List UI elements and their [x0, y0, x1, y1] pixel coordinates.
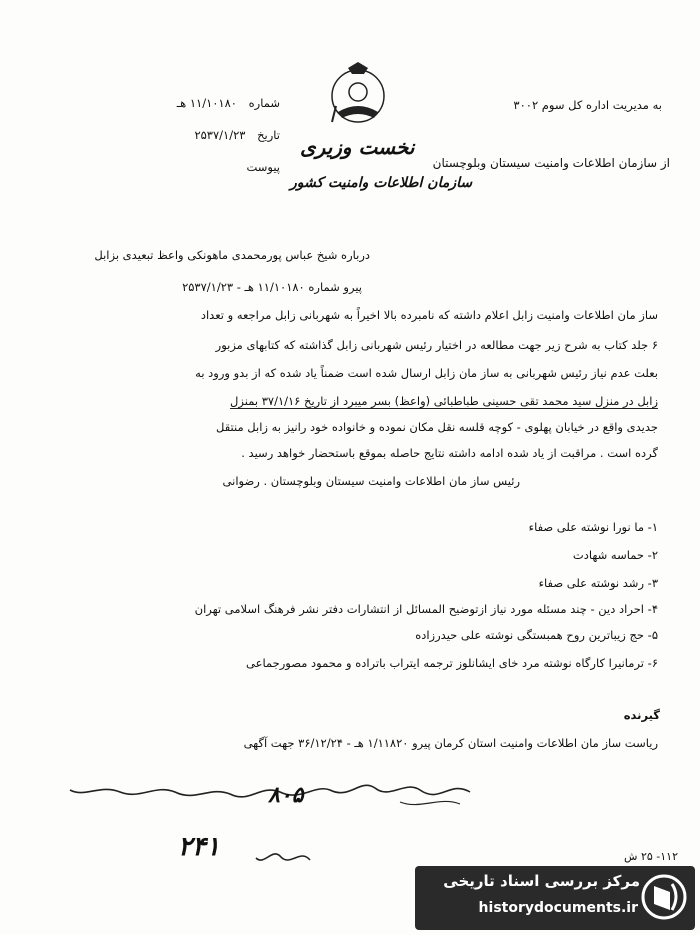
- book-item: ۳- رشد نوشته علی صفاء: [538, 576, 658, 590]
- attachment-field: [110, 160, 280, 174]
- book-item: ۵- حج زیباترین روح همبستگی نوشته علی حیدرزاده: [415, 628, 658, 642]
- footer-code: ۱۱۲- ۲۵ ش: [624, 850, 678, 863]
- sender-line: از سازمان اطلاعات وامنیت سیستان وبلوچستان: [432, 156, 670, 170]
- signature-line: رئیس ساز مان اطلاعات وامنیت سیستان وبلوچستان . رضوانی: [222, 474, 520, 488]
- handwritten-number-805: ۸۰۵: [268, 782, 304, 808]
- body-line: جدیدی واقع در خیابان پهلوی - کوچه قلسه نقل مکان نموده و خانواده خود رانیز به زابل منتقل: [216, 420, 658, 434]
- recipients-text: ریاست ساز مان اطلاعات وامنیت استان کرمان پیرو ۱/۱۱۸۲۰ هـ - ۳۶/۱۲/۲۴ جهت آگهی: [243, 736, 658, 750]
- book-item: ۶- ترمانیرا کارگاه نوشته مرد خای ایشانلوز ترجمه ایتراب باتراده و محمود مصورجماعی: [246, 656, 658, 670]
- body-line: زابل در منزل سید محمد تقی حسینی طباطبائی (واعظ) بسر میبرد از تاریخ ۳۷/۱/۱۶ بمنزل: [230, 394, 658, 408]
- date-field: [110, 128, 280, 142]
- subject-line: درباره شیخ عباس پورمحمدی ماهونکی واعظ تبعیدی بزابل: [94, 248, 370, 262]
- book-item: ۱- ما نورا نوشته علی صفاء: [528, 520, 658, 534]
- handwritten-initials-scribble: [250, 842, 320, 872]
- recipients-label: گیرنده: [623, 708, 660, 722]
- date-label: تاریخ: [257, 128, 280, 142]
- book-item: ۲- حماسه شهادت: [572, 548, 658, 562]
- number-field: [110, 96, 280, 110]
- watermark-title: مرکز بررسی اسناد تاریخی: [443, 872, 640, 890]
- date-value: ۲۵۳۷/۱/۲۳: [194, 128, 246, 142]
- watermark-url: historydocuments.ir: [478, 900, 638, 916]
- attachment-label: پیوست: [246, 160, 280, 174]
- body-line: گرده است . مراقبت از یاد شده ادامه داشته نتایج حاصله بموقع باستحضار خواهد رسید .: [241, 446, 658, 460]
- lion-and-sun-emblem-icon: [322, 62, 394, 134]
- organization-title: سازمان اطلاعات وامنیت کشور: [290, 175, 473, 191]
- body-line: ساز مان اطلاعات وامنیت زابل اعلام داشته که نامبرده بالا اخیراً به شهربانی زابل مراجعه و تعداد: [200, 308, 658, 322]
- body-line: ۶ جلد کتاب به شرح زیر جهت مطالعه در اختیار رئیس شهربانی زابل گذاشته که کتابهای مزبور: [215, 338, 658, 352]
- ministry-title: نخست وزیری: [300, 135, 415, 159]
- archive-logo-icon: [640, 872, 688, 922]
- recipient-line: به مدیریت اداره کل سوم ۳۰۰۲: [513, 98, 662, 112]
- body-line: بعلت عدم نیاز رئیس شهربانی به ساز مان زابل ارسال شده است ضمناً یاد شده که از بدو ورود به: [195, 366, 658, 380]
- number-label: شماره: [248, 96, 280, 110]
- reference-line: پیرو شماره ۱۱/۱۰۱۸۰ هـ - ۲۵۳۷/۱/۲۳: [182, 280, 362, 294]
- number-value: ۱۱/۱۰۱۸۰ هـ: [176, 96, 237, 110]
- handwritten-number-241: ۲۴۱: [178, 832, 220, 862]
- book-item: ۴- احراد دین - چند مسئله مورد نیاز ازتوضیح المسائل از انتشارات دفتر نشر فرهنگ اسلامی تهران: [194, 602, 658, 616]
